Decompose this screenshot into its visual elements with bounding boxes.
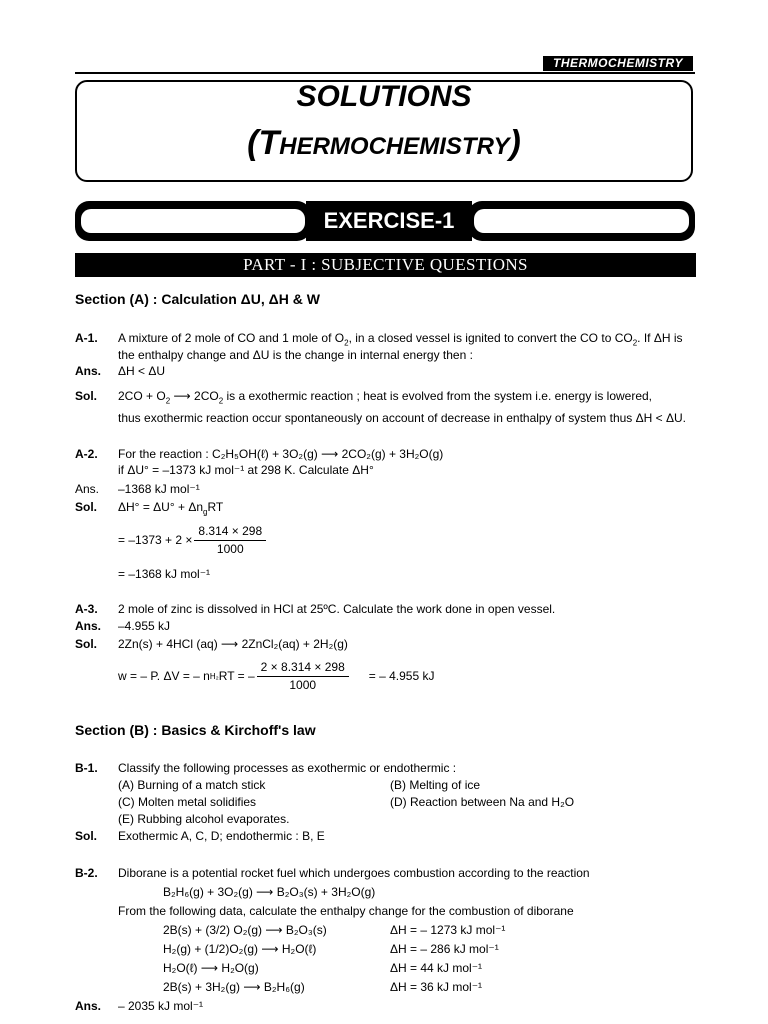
a3-sol2-prefix: w = – P. ΔV = – n [118,669,210,683]
a1-q1c-text: . If ΔH is [637,331,683,345]
a2-solution-line3: = –1368 kJ mol⁻¹ [118,567,211,581]
b1-label: B-1. [75,761,98,775]
page-title: SOLUTIONS [296,80,472,113]
b2-data-eq: H₂(g) + (1/2)O₂(g) ⟶ H₂O(ℓ) [163,942,317,956]
a1-sol-reactant: 2CO + O [118,389,166,403]
a1-sol-reactant-sub: 2 [165,396,171,406]
a2-sol2-prefix: = –1373 + 2 × [118,533,193,547]
b2-question-line2: From the following data, calculate the enthalpy change for the combustion of diborane [118,904,574,918]
subtitle-smallcaps: HERMOCHEMISTRY [279,133,510,160]
page-subtitle [75,124,693,163]
b1-solution: Exothermic A, C, D; endothermic : B, E [118,829,325,843]
a1-question-line2: the enthalpy change and ΔU is the change in internal energy then : [118,348,473,362]
exercise-bar-left [75,201,311,241]
a2-answer: –1368 kJ mol⁻¹ [118,482,200,496]
a3-sol-label: Sol. [75,637,98,651]
a1-solution-line2: thus exothermic reaction occur spontaneously on account of decrease in enthalpy of system thus ΔH < ΔU. [118,411,686,425]
a1-q1b-text: , in a closed vessel is ignited to convert the CO to CO [348,331,633,345]
section-a-heading: Section (A) : Calculation ΔU, ΔH & W [75,291,320,307]
b2-reaction: B₂H₆(g) + 3O₂(g) ⟶ B₂O₃(s) + 3H₂O(g) [163,885,376,899]
a2-fraction [194,524,266,557]
a2-sol1-sub: g [203,507,208,517]
part-banner: PART - I : SUBJECTIVE QUESTIONS [75,253,696,277]
a2-fraction-numerator: 8.314 × 298 [194,524,266,541]
a3-answer: –4.955 kJ [118,619,171,633]
a2-question-line2: if ΔU° = –1373 kJ mol⁻¹ at 298 K. Calculate ΔH° [118,463,374,477]
arrow-icon: ⟶ [170,389,195,403]
a2-label: A-2. [75,447,98,461]
a2-sol-label: Sol. [75,500,98,514]
b2-data-eq: H₂O(ℓ) ⟶ H₂O(g) [163,961,259,975]
a1-sol-text: is a exothermic reaction ; heat is evolved from the system i.e. energy is lowered, [223,389,653,403]
a2-fraction-denominator: 1000 [216,542,244,556]
b2-data-eq: 2B(s) + 3H₂(g) ⟶ B₂H₆(g) [163,980,305,994]
b2-data-dh: ΔH = – 286 kJ mol⁻¹ [390,942,499,956]
a1-sol-product-sub: 2 [218,396,224,406]
b1-sol-label: Sol. [75,829,98,843]
a1-q1-text: A mixture of 2 mole of CO and 1 mole of O [118,331,345,345]
a1-sol-label: Sol. [75,389,98,403]
a1-sol-product: 2CO [194,389,219,403]
a3-question: 2 mole of zinc is dissolved in HCl at 25ºC. Calculate the work done in open vessel. [118,602,556,616]
b2-data-eq: 2B(s) + (3/2) O₂(g) ⟶ B₂O₃(s) [163,923,327,937]
a3-sol2-mid: RT = – [218,669,255,683]
b2-label: B-2. [75,866,98,880]
exercise-bar-right [468,201,695,241]
header-rule [75,72,695,74]
subtitle-close: ) [509,124,521,162]
topic-tag: THERMOCHEMISTRY [543,56,693,71]
a3-fraction-numerator: 2 × 8.314 × 298 [257,660,349,677]
b1-option-d: (D) Reaction between Na and H₂O [390,795,575,809]
b1-option-a: (A) Burning of a match stick [118,778,266,792]
a2-sol1b-text: RT [207,500,224,514]
b2-answer: – 2035 kJ mol⁻¹ [118,999,204,1013]
b1-option-e: (E) Rubbing alcohol evaporates. [118,812,290,826]
a1-solution-line1 [118,389,652,408]
a3-sol2-result: = – 4.955 kJ [368,669,435,683]
a1-q1-sub: 2 [344,338,349,348]
a1-label: A-1. [75,331,98,345]
b2-data-dh: ΔH = 44 kJ mol⁻¹ [390,961,483,975]
section-b-heading: Section (B) : Basics & Kirchoff's law [75,722,316,738]
b2-data-dh: ΔH = – 1273 kJ mol⁻¹ [390,923,506,937]
b2-data-dh: ΔH = 36 kJ mol⁻¹ [390,980,483,994]
subtitle-open: (T [247,124,280,162]
a2-question-line1: For the reaction : C₂H₅OH(ℓ) + 3O₂(g) ⟶ 2CO₂(g) + 3H₂O(g) [118,447,444,461]
a3-fraction-denominator: 1000 [289,678,317,692]
b2-ans-label: Ans. [75,999,102,1013]
a3-ans-label: Ans. [75,619,102,633]
a3-solution-line1: 2Zn(s) + 4HCl (aq) ⟶ 2ZnCl₂(aq) + 2H₂(g) [118,637,348,651]
a2-solution-line2 [118,524,268,557]
a2-sol1-text: ΔH° = ΔU° + Δn [118,500,204,514]
a1-q1b-sub: 2 [632,338,638,348]
a3-sol2-sub: H₂ [209,672,219,681]
a1-ans-label: Ans. [75,364,102,378]
b2-question-line1: Diborane is a potential rocket fuel which undergoes combustion according to the reaction [118,866,590,880]
b1-option-c: (C) Molten metal solidifies [118,795,257,809]
a3-solution-line2 [118,660,434,693]
a3-label: A-3. [75,602,98,616]
a2-solution-line1 [118,500,223,519]
b1-question: Classify the following processes as exothermic or endothermic : [118,761,457,775]
exercise-label: EXERCISE-1 [306,201,472,241]
a3-fraction [257,660,349,693]
a2-ans-label: Ans. [75,482,100,496]
b1-option-b: (B) Melting of ice [390,778,481,792]
a1-answer: ΔH < ΔU [118,364,166,378]
